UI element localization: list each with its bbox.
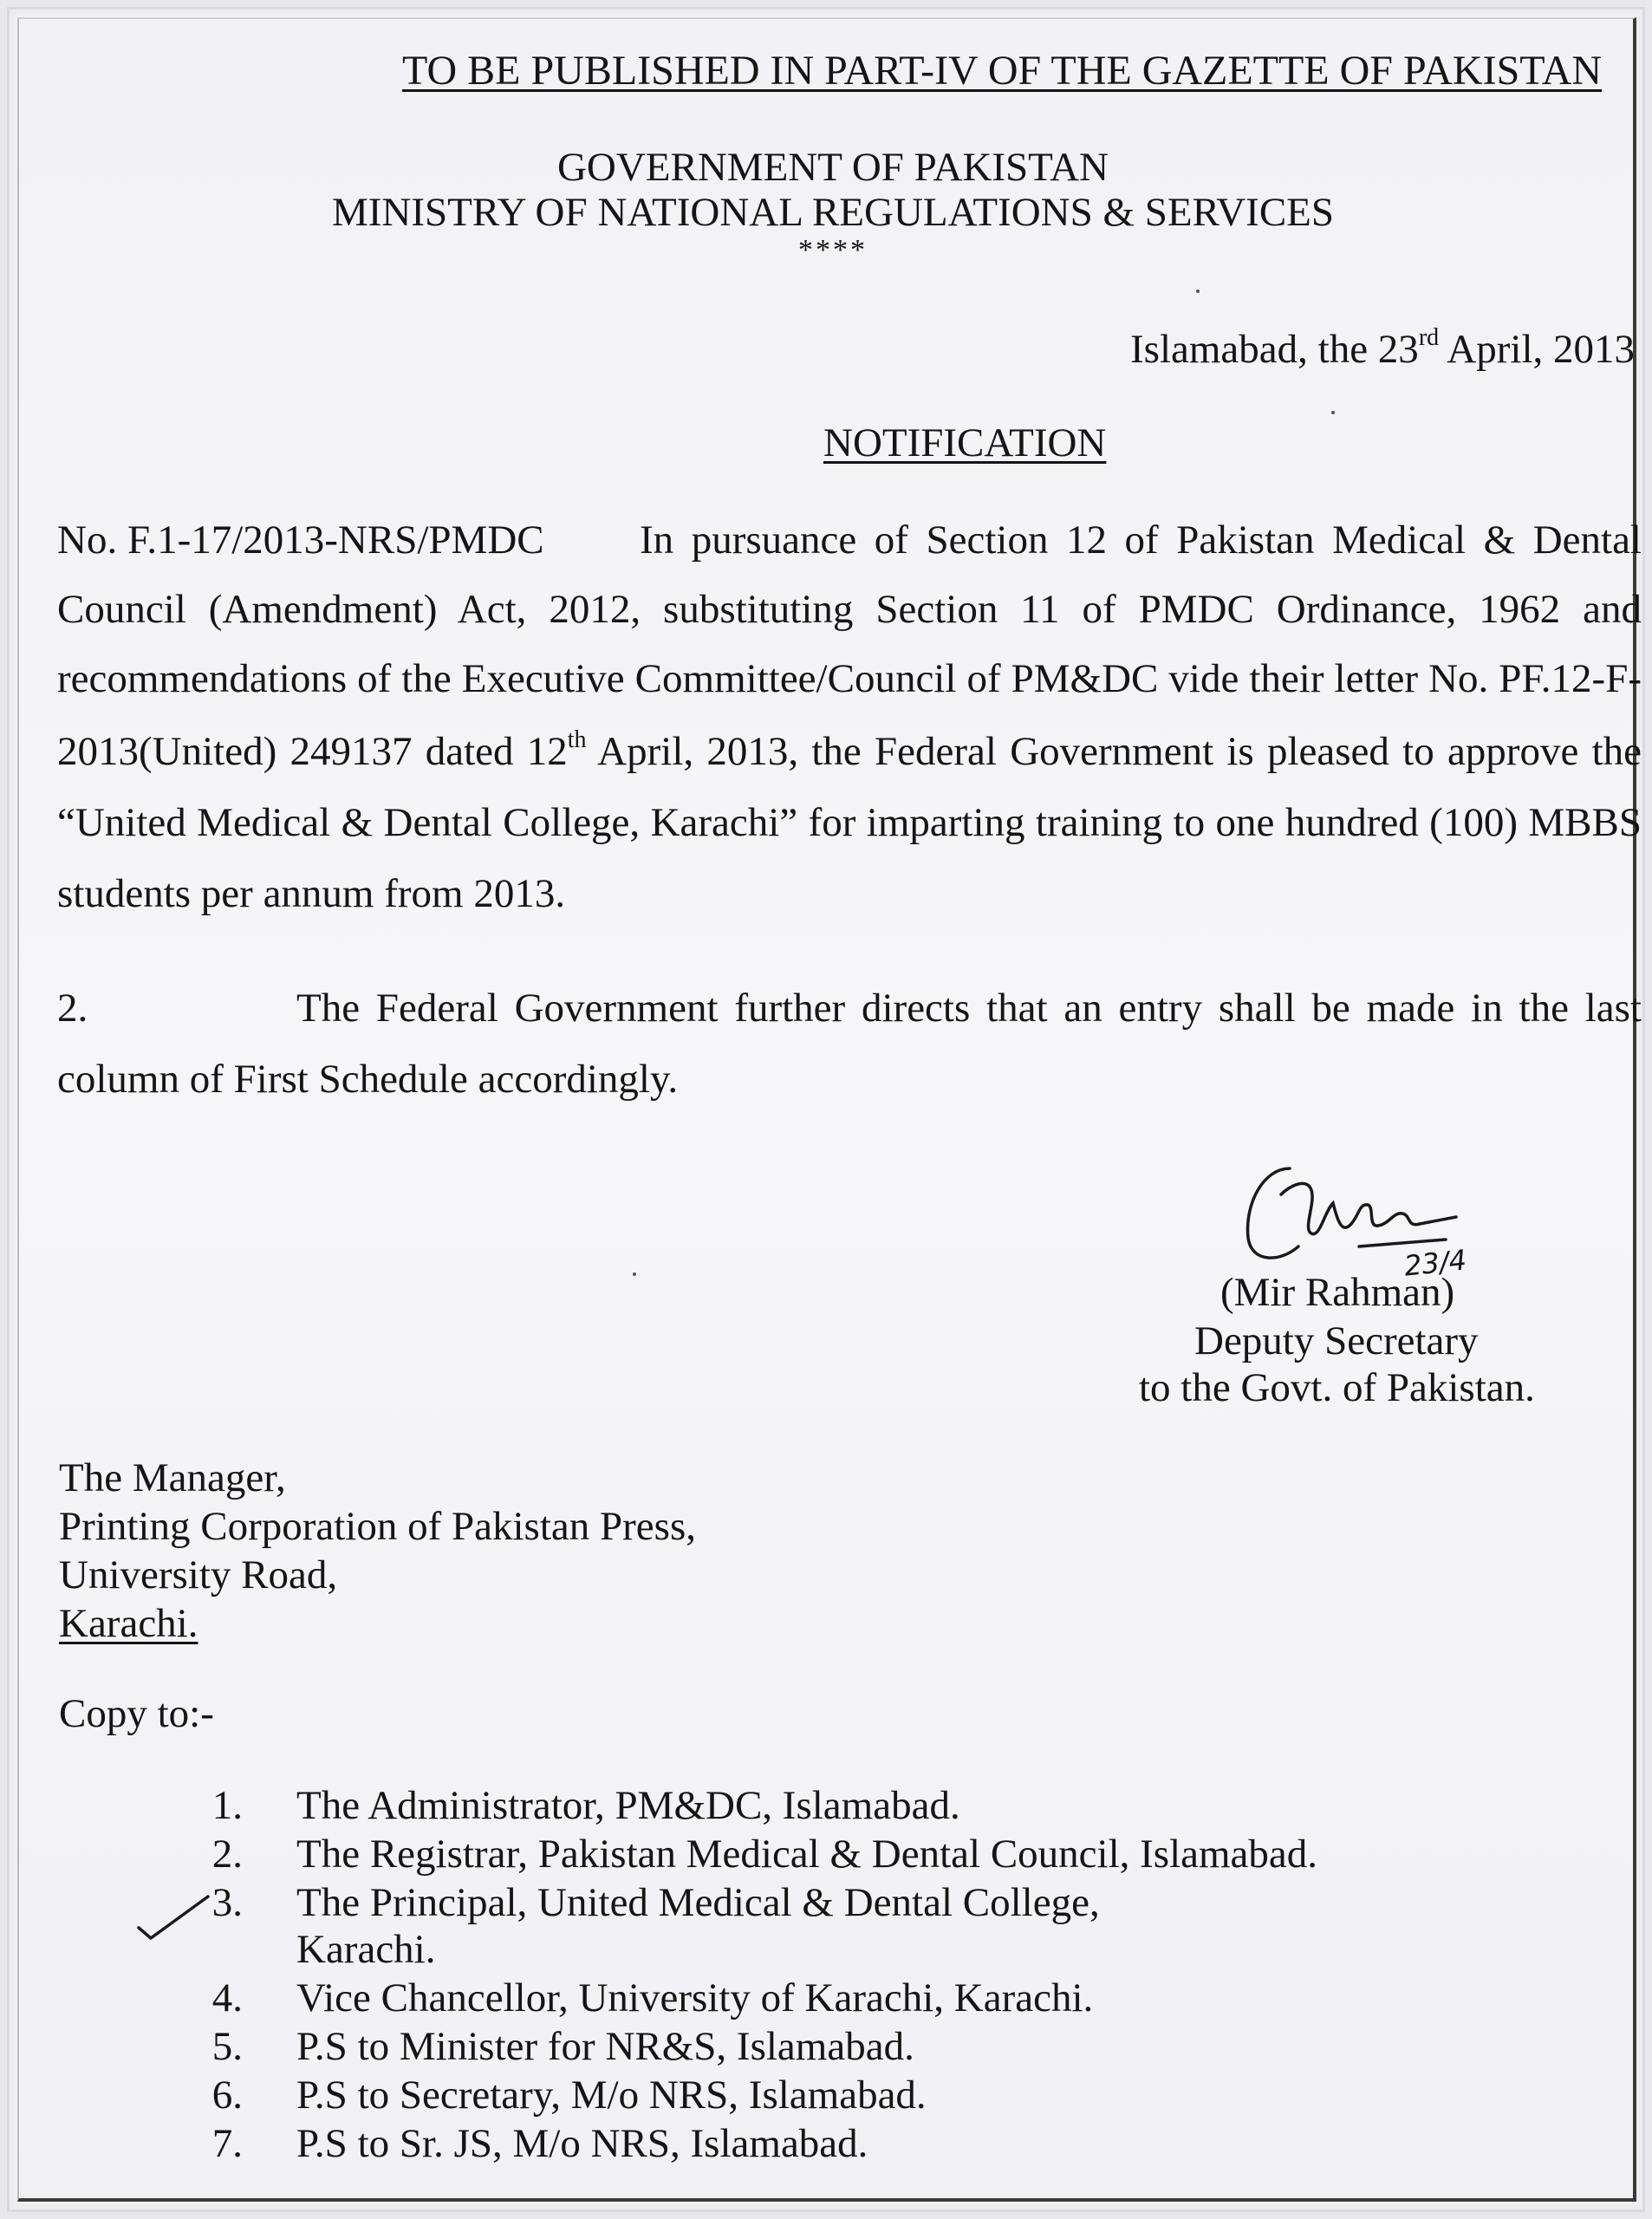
copy-item-num: 1. [211, 1783, 243, 1828]
addressee-line2: Printing Corporation of Pakistan Press, [59, 1504, 696, 1549]
signatory-designation: Deputy Secretary [1194, 1318, 1479, 1363]
check-mark-icon [135, 1893, 213, 1945]
signatory-office: to the Govt. of Pakistan. [1139, 1365, 1535, 1410]
signature-date: 23/4 [1402, 1243, 1468, 1283]
notification-title: NOTIFICATION [823, 420, 1107, 465]
para1-line4-b: April, 2013, the Federal Government is pleased to approve the [586, 729, 1642, 774]
para1-line3: recommendations of the Executive Committee/Council of PM&DC vide their letter No. PF.12-F- [57, 656, 1642, 701]
copy-to-heading: Copy to:- [59, 1691, 214, 1736]
notification-number: No. F.1-17/2013-NRS/PMDC [57, 517, 544, 563]
ministry-heading: MINISTRY OF NATIONAL REGULATIONS & SERVICES [331, 190, 1335, 235]
gazette-line: TO BE PUBLISHED IN PART-IV OF THE GAZETTE OF PAKISTAN [402, 48, 1603, 94]
para2-line1: The Federal Government further directs that an entry shall be made in the last [296, 986, 1642, 1031]
copy-item-text: The Administrator, PM&DC, Islamabad. [296, 1783, 960, 1828]
date-suffix: April, 2013 [1439, 327, 1636, 372]
para2-number: 2. [57, 986, 88, 1031]
date-line [1130, 326, 1635, 373]
copy-item-text: Vice Chancellor, University of Karachi, Karachi. [296, 1975, 1094, 2021]
copy-item-text: P.S to Minister for NR&S, Islamabad. [296, 2024, 914, 2069]
copy-item-text: P.S to Sr. JS, M/o NRS, Islamabad. [296, 2121, 868, 2166]
para1-line6: students per annum from 2013. [57, 871, 566, 916]
copy-item-text: The Registrar, Pakistan Medical & Dental Council, Islamabad. [296, 1832, 1318, 1877]
header-stars: **** [798, 234, 868, 266]
para2-line2: column of First Schedule accordingly. [57, 1057, 679, 1102]
copy-item-text: P.S to Secretary, M/o NRS, Islamabad. [296, 2073, 927, 2118]
date-sup: rd [1418, 324, 1440, 351]
addressee-line1: The Manager, [59, 1455, 286, 1500]
government-heading: GOVERNMENT OF PAKISTAN [556, 145, 1109, 190]
para1-line4 [57, 728, 1642, 785]
signatory-name: (Mir Rahman) [1220, 1270, 1455, 1315]
scan-speck [633, 1272, 636, 1276]
copy-item-num: 2. [211, 1832, 243, 1877]
scan-speck [1196, 290, 1200, 293]
para1-line2: Council (Amendment) Act, 2012, substituting Section 11 of PMDC Ordinance, 1962 and [57, 587, 1642, 632]
para1-line4-a: 2013(United) 249137 dated 12 [57, 729, 568, 774]
copy-item-text-continued: Karachi. [296, 1927, 436, 1972]
copy-item-num: 7. [211, 2121, 243, 2166]
addressee-line3: University Road, [59, 1552, 338, 1598]
scan-speck [1331, 411, 1335, 414]
para1-line1: In pursuance of Section 12 of Pakistan Medical & Dental [640, 517, 1642, 563]
copy-item-num: 4. [211, 1975, 243, 2021]
copy-item-num: 6. [211, 2073, 243, 2118]
addressee-line4: Karachi. [59, 1601, 198, 1646]
copy-item-num: 3. [211, 1880, 243, 1925]
copy-item-num: 5. [211, 2024, 243, 2069]
date-prefix: Islamabad, the 23 [1130, 327, 1419, 372]
para1-line5: “United Medical & Dental College, Karachi” for imparting training to one hundred (100) MBBS [57, 800, 1642, 845]
para1-line4-sup: th [567, 728, 587, 753]
copy-item-text: The Principal, United Medical & Dental College, [296, 1880, 1100, 1925]
